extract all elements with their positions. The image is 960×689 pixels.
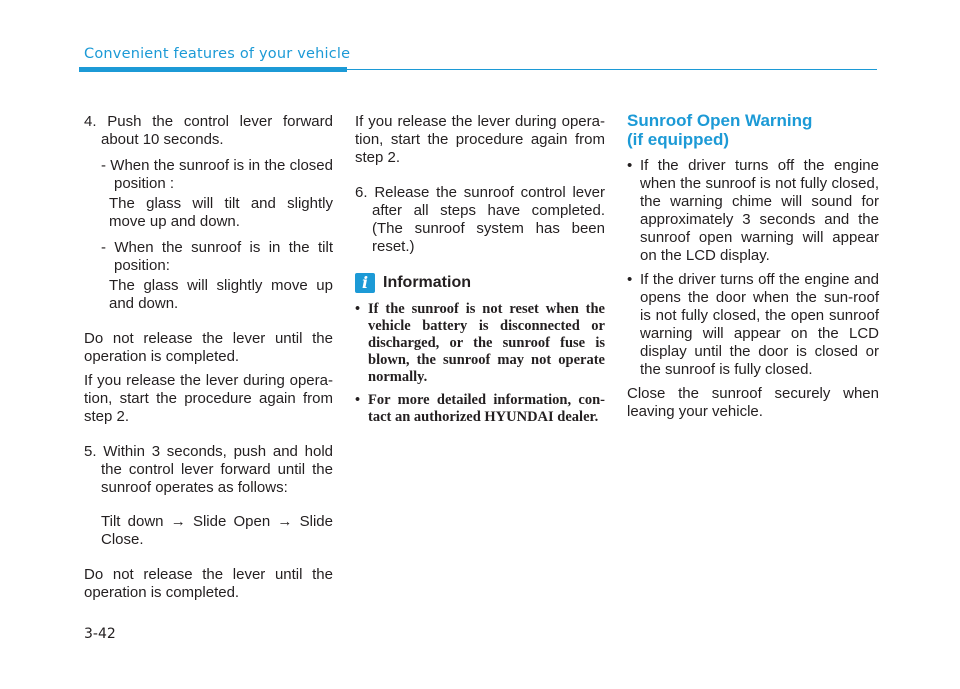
- column-right: [627, 113, 879, 421]
- list-item: • If the sunroof is not reset when the vehicle battery is disconnected or discharged, or the sunroof fuse is blown, the sunroof may not operate normally.: [355, 301, 605, 386]
- information-label: Information: [383, 274, 471, 291]
- step-4: 4. Push the control lever forward about 10 seconds.: [84, 113, 333, 148]
- header-rule-thin: [347, 69, 877, 70]
- column-left: [84, 113, 333, 602]
- warning-list: [627, 157, 879, 379]
- step-5: 5. Within 3 seconds, push and hold the control lever forward until the sunroof operates as follows:: [84, 443, 333, 496]
- list-item: • If the driver turns off the engine when the sunroof is not fully closed, the warning chime will sound for approximately 3 seconds and the sunroof open warning will appear on the LCD display.: [627, 157, 879, 265]
- paragraph-if-release-2: If you release the lever during opera-tion, start the procedure again from step 2.: [355, 113, 605, 166]
- column-middle: [355, 113, 605, 426]
- information-heading: [355, 273, 605, 293]
- paragraph-do-not-release-2: Do not release the lever until the operation is completed.: [84, 566, 333, 601]
- section-title-line1: Sunroof Open Warning: [627, 111, 813, 130]
- page-number: 3-42: [84, 626, 116, 642]
- paragraph-do-not-release: Do not release the lever until the operation is completed.: [84, 330, 333, 365]
- step-6: 6. Release the sunroof control lever after all steps have completed. (The sunroof system has been reset.): [355, 184, 605, 255]
- info-icon: i: [355, 273, 375, 293]
- sub-tilt-heading: - When the sunroof is in the tilt position:: [101, 239, 333, 274]
- sub-closed-text: The glass will tilt and slightly move up and down.: [109, 195, 333, 230]
- information-list: [355, 301, 605, 426]
- section-header: Convenient features of your vehicle: [84, 46, 351, 62]
- paragraph-closing: Close the sunroof securely when leaving your vehicle.: [627, 385, 879, 420]
- list-item: • For more detailed information, con-tact an authorized HYUNDAI dealer.: [355, 392, 605, 426]
- paragraph-if-release: If you release the lever during opera-tion, start the procedure again from step 2.: [84, 372, 333, 425]
- sub-tilt-text: The glass will slightly move up and down.: [109, 277, 333, 312]
- section-title-line2: (if equipped): [627, 130, 729, 149]
- header-rule-thick: [79, 67, 347, 72]
- operation-sequence: Tilt down → Slide Open → Slide Close.: [101, 513, 333, 548]
- section-title: [627, 111, 879, 149]
- sub-closed-heading: - When the sunroof is in the closed position :: [101, 157, 333, 192]
- list-item: • If the driver turns off the engine and opens the door when the sun-roof is not fully closed, the open sunroof warning will appear on the LCD display until the door is closed or the sunroof is fully closed.: [627, 271, 879, 379]
